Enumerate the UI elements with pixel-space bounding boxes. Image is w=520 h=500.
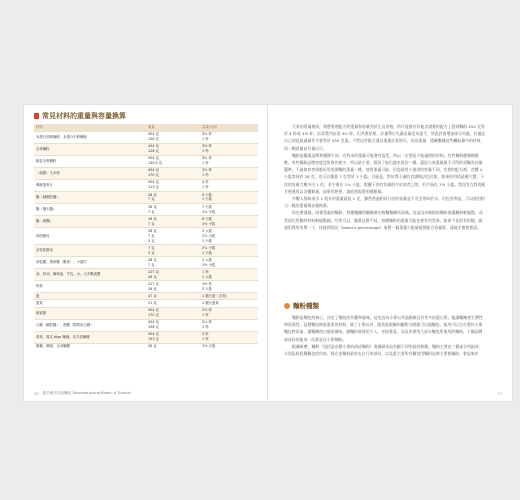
table-row: [34, 167, 258, 179]
volume-value: 1 杯: [202, 161, 209, 166]
weight-value: 128 克: [148, 137, 159, 142]
table-row: [34, 293, 258, 300]
volume-cell: [200, 203, 258, 215]
section-paragraph: 麵粉是麵包的核心，決定了麵包的外觀和風味。這也因為小麥以其他穀類含有更多的蛋白質，能讓麵團產生彈性和延展性，是製麵包時最重要的材料，除了小麥以外，跟其他穀麵和澱粉分開都可以做麵包，使用可以合在製作小麥麵包時添加，讓麵團的口感或風味，調麵粉要使用少入，更接著看，而這本書用大部分麵包所使用的麵粉，不獨品牌或成份的能成一次都是在小麥麵粉。: [284, 315, 483, 342]
material-cell: 傳統燕麥片: [34, 179, 146, 191]
weight-value: 7 克: [148, 233, 155, 238]
volume-value: 2¼ 杯: [202, 320, 212, 325]
material-cell: 活性乾酵母: [34, 245, 146, 257]
table-title-text: 常見材料的重量與容量換算: [42, 112, 126, 120]
table-row: [34, 319, 258, 331]
table-row: [34, 300, 258, 307]
weight-value: 198 克: [148, 325, 159, 330]
volume-value: 2¼ 小匙: [202, 233, 216, 238]
section-title: 麵粉種類: [293, 302, 319, 310]
table-row: [34, 203, 258, 215]
table-row: [34, 269, 258, 281]
weight-cell: [146, 191, 200, 203]
material-cell: 粗粒全麥麵粉: [34, 155, 146, 167]
volume-value: 4 杯: [202, 180, 209, 185]
page-number: 26: [34, 391, 39, 396]
weight-value: 7 克: [148, 262, 155, 267]
paragraph: 多數人都知道水 1 毫升的重量就是 1 克，雖然透過相同分法的容量並不完全等同於水，但也有例這，可以使用相当一樣的重量與容量換算。: [284, 196, 485, 209]
table-row: [34, 245, 258, 257]
table-row: [34, 228, 258, 245]
conversion-table: [34, 124, 258, 350]
volume-value: 1 杯: [202, 185, 209, 190]
body-text: [284, 123, 486, 231]
volume-value: 1½ 小匙: [202, 262, 216, 267]
volume-value: 1 杯: [202, 269, 209, 274]
volume-cell: [200, 319, 258, 331]
header-volume: 容量/大約: [200, 124, 258, 131]
volume-cell: [200, 179, 258, 191]
weight-cell: [146, 155, 200, 167]
table-row: [34, 155, 258, 167]
volume-value: 4 小匙: [202, 192, 213, 197]
paragraph: 麵粉是擬重品牌和種類不同，有些本的重量可能會有落差，所以一定要是不能處理的材料。有些麵粉種類較鬆軟。有些麵粉品牌密度沒所會比較少，所以最少要，既為了能均證本質的一種。還因大家重量都不可得的須麵為計量選準，不過如何拿到都好用的測麵的重量一種，使用重量可能，但您就用小器用的容量不同，在我的配方裡，食體 4 小匙等同於 28 克，也可以換算 7 克等於 1 小匙。只能是，對於我不過的食譜換法也比如，如果你用的是鹽大豐，下次的容量大概多出 1 倍，若手冊在 1¾ 小匙；假鹽下次的容量則介於前者之間，若手冊在 1½ 小匙。我沒有在我的配方裡運用以各種類量，如果你想要，請依照需要的種類量。: [284, 152, 486, 194]
weight-value: 153 克: [148, 337, 159, 342]
material-cell: 鹽（海鹽）: [34, 216, 146, 228]
volume-value: 2¼ 小匙: [202, 245, 216, 250]
volume-cell: [200, 191, 258, 203]
volume-cell: [200, 307, 258, 319]
section-dot-icon: [284, 303, 290, 309]
weight-value: 454 克: [148, 168, 159, 173]
material-cell: 即溶酵母: [34, 228, 146, 245]
volume-value: 1 杯: [202, 137, 209, 142]
weight-cell: [146, 245, 200, 257]
table-row: [34, 179, 258, 191]
table-body: [34, 131, 258, 350]
table-row: [34, 191, 258, 203]
weight-value: 3 克: [148, 238, 155, 243]
weight-cell: [146, 131, 200, 143]
material-cell: 鹽（猶太鹽）: [34, 203, 146, 215]
weight-value: 7 克: [148, 209, 155, 214]
section-paragraph: 根據研磨，麵粉（包括是由整小麥的研成麵粉）會讓研成品有顯不同等級的粉類。麵粉主要由三個部分所組成：分別是胚乳麵麵包的內容，都在由麵粉最外皮自行的部份，以及最主要所有麵包用麵粉這裡主要使麵粉，會起來於: [284, 343, 483, 357]
volume-value: 2⅔ 杯: [202, 168, 212, 173]
volume-value: 1½ 大匙: [202, 344, 216, 349]
weight-value: 130.5 克: [148, 161, 163, 166]
weight-value: 28 克: [148, 228, 157, 233]
header-material: 材料: [34, 124, 146, 131]
weight-cell: [146, 307, 200, 319]
weight-cell: [146, 269, 200, 281]
bullet-icon: [34, 113, 39, 119]
weight-value: 454 克: [148, 320, 159, 325]
volume-value: 1 杯: [202, 313, 209, 318]
volume-value: 3 大匙: [202, 286, 213, 291]
table-title: [34, 111, 126, 121]
volume-cell: [200, 143, 258, 155]
volume-cell: [200, 300, 258, 307]
page-footer: [34, 391, 131, 396]
weight-value: 28 克: [148, 286, 157, 291]
weight-cell: [146, 228, 200, 245]
material-cell: 奶粉: [34, 281, 146, 293]
weight-cell: [146, 331, 200, 343]
volume-value: 1¾ 小匙: [202, 209, 216, 214]
volume-cell: [200, 269, 258, 281]
volume-cell: [200, 343, 258, 350]
material-cell: 未漂白高筋麵粉、未漂白中筋麵粉: [34, 131, 146, 143]
volume-value: 2 大匙: [202, 257, 213, 262]
volume-cell: [200, 331, 258, 343]
volume-value: 3⅓ 杯: [202, 132, 212, 137]
page-number-right: 27: [497, 392, 502, 396]
table-row: [34, 281, 258, 293]
volume-value: 2 大匙: [202, 274, 213, 279]
weight-cell: [146, 293, 200, 300]
section-body-text: [284, 314, 486, 357]
volume-value: 1 顆大蛋黃: [202, 301, 219, 306]
volume-value: 1 小匙: [202, 197, 213, 202]
volume-value: 1½ 杯: [202, 281, 212, 286]
left-page: [24, 105, 268, 401]
weight-value: 3 克: [148, 250, 155, 255]
volume-cell: [200, 131, 258, 143]
book-title: 新手做出完美麵包 Deconstructing Bread: A Tutorial: [42, 391, 131, 395]
weight-value: 227 克: [148, 281, 159, 286]
weight-value: 7 克: [148, 245, 155, 250]
volume-value: 1½ 小匙: [202, 221, 216, 226]
volume-value: 1 杯: [202, 173, 209, 178]
weight-cell: [146, 143, 200, 155]
weight-cell: [146, 203, 200, 215]
weight-value: 47 克: [148, 293, 157, 298]
material-cell: 酵種、酵頭、全米麵團: [34, 343, 146, 350]
weight-value: 170 克: [148, 173, 159, 178]
weight-value: 128 克: [148, 149, 159, 154]
volume-value: 1 杯: [202, 149, 209, 154]
weight-cell: [146, 179, 200, 191]
volume-cell: [200, 228, 258, 245]
table-row: [34, 143, 258, 155]
volume-value: 1 小匙: [202, 238, 213, 243]
weight-value: 7 克: [148, 197, 155, 202]
weight-cell: [146, 300, 200, 307]
weight-value: 170 克: [148, 313, 159, 318]
weight-value: 28 克: [148, 192, 157, 197]
weight-cell: [146, 167, 200, 179]
weight-cell: [146, 257, 200, 269]
volume-value: 3 大匙: [202, 228, 213, 233]
material-cell: 蜂蜜類: [34, 307, 146, 319]
material-cell: 白蘭（顆粒糖）、蔗糖（膠質似白糖）: [34, 319, 146, 331]
volume-cell: [200, 281, 258, 293]
material-cell: 鹽（細顆粒鹽）: [34, 191, 146, 203]
volume-cell: [200, 167, 258, 179]
weight-value: 454 克: [148, 156, 159, 161]
volume-value: 3⅓ 杯: [202, 156, 212, 161]
weight-value: 28 克: [148, 204, 157, 209]
material-cell: （粗磨）玉米粉: [34, 167, 146, 179]
table-row: [34, 343, 258, 350]
volume-value: 1 杯: [202, 337, 209, 342]
volume-cell: [200, 216, 258, 228]
table-row: [34, 307, 258, 319]
weight-cell: [146, 319, 200, 331]
volume-cell: [200, 245, 258, 257]
weight-value: 454 克: [148, 132, 159, 137]
weight-cell: [146, 216, 200, 228]
material-cell: 蛋黃: [34, 300, 146, 307]
weight-value: 454 克: [148, 308, 159, 313]
paragraph: 你也會發現，同樣重量的麵粉，對應麵團的麵團會比較麵麵團所添補。這是因為較粗的麵粉會讓麵粉較鬆散，而背面比所數的材料較能壓縮，均等可以，隨著品牌不同，每種麵粉的重量可能也會有所差異，如果不是很有把握，就運用我所用單一下，快就到別法（baker's percentage）來將一個重量公配量能照配方容量算，遠地才會想嘗試。: [284, 210, 483, 230]
material-cell: 全麥麵粉: [34, 143, 146, 155]
volume-value: 6 小匙: [202, 216, 213, 221]
header-weight: 重量: [146, 124, 200, 131]
volume-value: 3½ 杯: [202, 144, 212, 149]
volume-value: 2⅔ 杯: [202, 308, 212, 313]
volume-value: 1 杯: [202, 325, 209, 330]
volume-cell: [200, 155, 258, 167]
table-row: [34, 216, 258, 228]
volume-value: 7 小匙: [202, 204, 213, 209]
weight-value: 227 克: [148, 269, 159, 274]
material-cell: 油、奶油、葡萄油、牛乳、水、大多數液體: [34, 269, 146, 281]
right-page: [268, 105, 512, 401]
section-heading: [284, 301, 319, 310]
weight-value: 454 克: [148, 332, 159, 337]
volume-cell: [200, 257, 258, 269]
weight-value: 28 克: [148, 274, 157, 279]
weight-value: 454 克: [148, 144, 159, 149]
weight-value: 113 克: [148, 185, 159, 190]
volume-value: 3 杯: [202, 332, 209, 337]
material-cell: 砂粒糖、黑砂糖（壓實）、小蘇打: [34, 257, 146, 269]
weight-cell: [146, 343, 200, 350]
volume-value: 1 小匙: [202, 250, 213, 255]
paragraph: 大家的用量相同，我將書裡配方的重量和容量列於左頁表格，所可能會有其他食譜書的配方上寫到麵粉 454 克等於 4 杯或 4½ 杯，而非我列出的 3⅓ 杯，但其實結果，計量單位先量出量差為重令，所此許會增加部分用量。好處在自己則是最過操作才會等於 454 克重。不然這些配方通以重量計算即可。因為重量：精確數據這些繼取量中的材料，同一顆容量易有量出可。: [284, 124, 486, 151]
material-cell: 燕麥、義式 bigo 麵種、法式老麵種: [34, 331, 146, 343]
table-row: [34, 331, 258, 343]
weight-value: 454 克: [148, 180, 159, 185]
volume-value: 1 顆大蛋（去殼）: [202, 293, 229, 298]
volume-cell: [200, 293, 258, 300]
weight-value: 28 克: [148, 344, 157, 349]
weight-value: 28 克: [148, 216, 157, 221]
weight-value: 28 克: [148, 257, 157, 262]
weight-value: 7 克: [148, 221, 155, 226]
material-cell: 蛋: [34, 293, 146, 300]
table-row: [34, 131, 258, 143]
weight-value: 21 克: [148, 301, 157, 306]
weight-cell: [146, 281, 200, 293]
table-header-row: [34, 124, 258, 131]
table-row: [34, 257, 258, 269]
